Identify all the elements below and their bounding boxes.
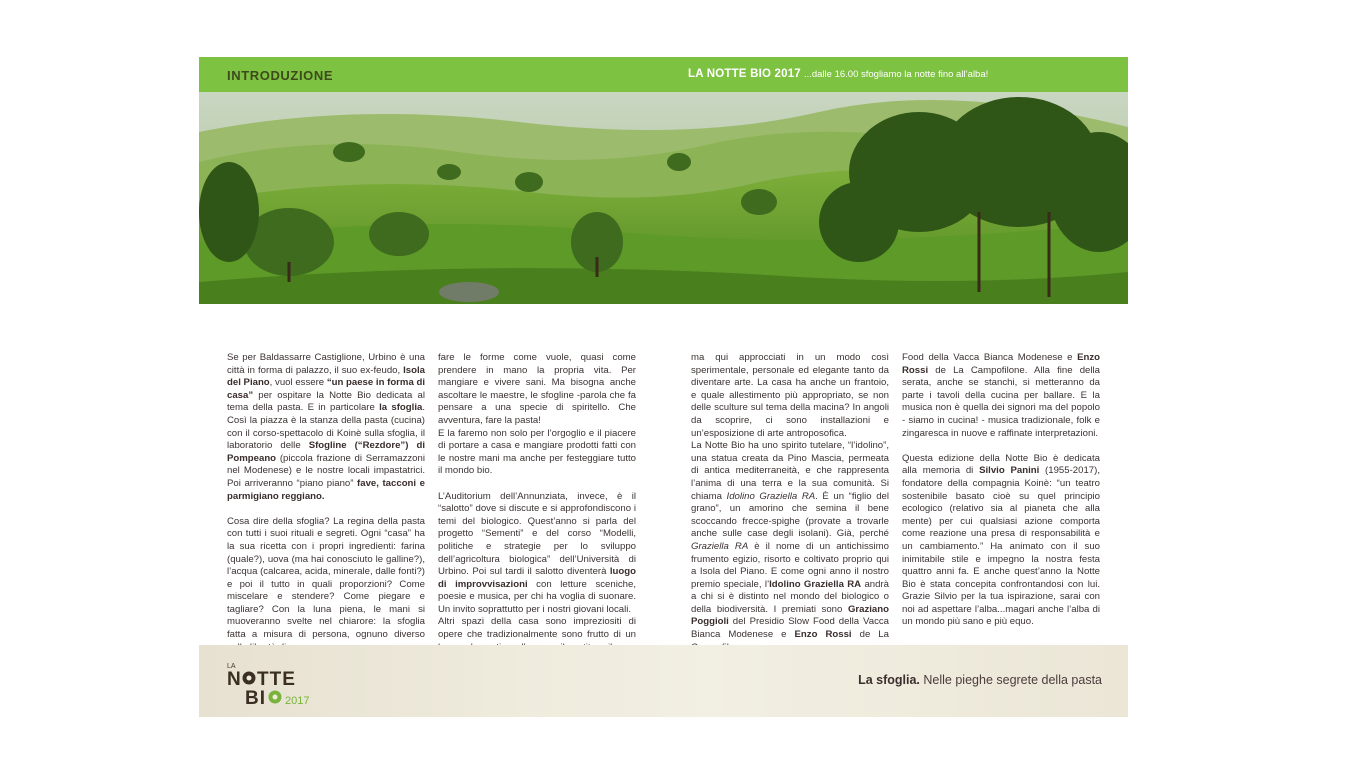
section-title: INTRODUZIONE: [227, 68, 334, 83]
event-title: LA NOTTE BIO 2017: [688, 68, 801, 80]
paragraph: Food della Vacca Bianca Modenese e Enzo Rossi de La Campofilone. Alla fine della serata, anche se stanchi, si metteranno da parte i tavoli della cucina per ballare. E la musica non è quella dei signori ma del popolo - siamo in cucina! - musica tradizionale, folk e zingaresca in nuove e raffinate interpretazioni.: [902, 352, 1100, 439]
footer-tagline: [858, 673, 1102, 687]
svg-text:TTE: TTE: [257, 669, 296, 690]
paragraph: Se per Baldassarre Castiglione, Urbino è una città in forma di palazzo, il suo ex-feudo, Isola del Piano, vuol essere “un paese in forma di casa” per ospitare la Notte Bio dedicata al tema della pasta. E in particolare la sfoglia. Così la piazza è la stanza della pasta (cucina) con il corso-spettacolo di Koinè sulla sfoglia, il laboratorio delle Sfogline (“Rezdore”) di Pompeano (piccola frazione di Serramazzoni nel Modenese) e le nostre locali impastatrici. Poi arriveranno “piano piano” fave, tacconi e parmigiano reggiano.: [227, 352, 425, 502]
event-subtitle: ...dalle 16.00 sfogliamo la notte fino all’alba!: [803, 69, 989, 80]
footer-band: [199, 645, 1128, 717]
paragraph: Cosa dire della sfoglia? La regina della pasta con tutti i suoi rituali e segreti. Ogni “casa” ha la sua ricetta con i propri ingredienti: farina (quale?), uova (ma hai conosciuto le galline?), l’acqua (calcarea, acida, minerale, dalle fonti?) e poi il tutto in quali proporzioni? Come miscelare e stendere? Come piegare e tagliare? Con la luna piena, le mani si muoveranno svelte nel chiarore: la sfoglia fatta a misura di persona, ognuno diverso: [227, 515, 425, 641]
paragraph: Questa edizione della Notte Bio è dedicata alla memoria di Silvio Panini (1955-2017), fondatore della compagnia Koinè: “un teatro sostenibile basato cioè su quel principio ecologico (relativo sia al pianeta che alla mente) per cui qualsiasi azione comporta come reazione una presa di responsabilità e un cambiamento.” Ha animato con il suo inimitabile stile e impegno la nostra festa quattro anni fa. E anche quest’anno la Notte Bio è stata concepita confrontandosi con lui. Grazie Silvio per la tua ispirazione, sarai con noi ad aspettare l’alba...magari anche l’alba di un mondo più sano e più equo.: [902, 452, 1100, 628]
magazine-spread: [199, 57, 1128, 717]
landscape-illustration: [199, 92, 1128, 304]
svg-text:N: N: [227, 669, 242, 690]
paragraph: L’Auditorium dell’Annunziata, invece, è il “salotto” dove si discute e si approfondiscono i temi del biologico. Quest’anno si parla del progetto “Sementi” e del corso “Modelli, politiche e strategie per lo sviluppo dell’agricoltura biologica” dell’Università di Urbino. Poi sul tardi il salotto diventerà luogo di improvvisazioni con letture sceniche, poesie e musica, per chi ha voglia di suonare. Un invito soprattutto per i nostri giovani locali. Altri spazi della casa sono impreziositi di opere che tradizionalmente sono frutto di un: [438, 490, 636, 641]
text-column-4: [902, 352, 1100, 629]
event-banner: [688, 68, 988, 80]
text-column-2: [438, 352, 636, 667]
paragraph: fare le forme come vuole, quasi come prendere in mano la propria vita. Per mangiare e vivere sani. Ma bisogna anche ascoltare le maestre, le sfogline -parola che fa pensare a una specie di spiritello. Che avventura, fare la pasta! E la faremo non solo per l’orgoglio e il piacere di portare a casa e mangiare prodotti fatti con le nostre mani ma anche per festeggiare tutto il mondo bio.: [438, 352, 636, 477]
text-column-1: [227, 352, 425, 654]
svg-text:BI: BI: [245, 688, 266, 707]
header-bar: [199, 57, 1128, 92]
tagline-rest: Nelle pieghe segrete della pasta: [919, 673, 1102, 687]
tagline-bold: La sfoglia.: [858, 673, 920, 687]
svg-text:2017: 2017: [285, 695, 310, 707]
text-column-3: [691, 352, 889, 679]
paragraph: ma qui approcciati in un modo così sperimentale, personale ed elegante tanto da diventare arte. La casa ha anche un frantoio, e quale allestimento più appropriato, se non delle sculture sul tema della macina? In angoli da scoprire, ci sono installazioni e un’esposizione di arte antroposofica. La Notte Bio ha uno spirito tutelare, “l’idolino”, una statua creata da Pino Mascia, permeata di antica mediterraneità, e che rappresenta l’anima di una terra e la sua comunità. Si chiama Idolino Graziella RA. È un “figlio del grano”, un amorino che semina il bene scoccando frecce-spighe (provate a trovarle anche sulle case degli isolani). Già, perché Graziella RA è il nome di un antichissimo frumento egizio, risorto e coltivato proprio qui a Isola del Piano. E come ogni anno il nostro premio speciale, l’Idolino Graziella RA andrà a chi si è distinto nel mondo del biologico o della biodiversità. I premiati sono Graziano Poggioli del Presidio Slow Food della Vacca Bianca Modenese e Enzo Rossi de La: [691, 352, 890, 641]
landscape-photo: [199, 92, 1128, 304]
la-notte-bio-logo: [225, 659, 325, 707]
svg-text:LA: LA: [227, 663, 236, 670]
